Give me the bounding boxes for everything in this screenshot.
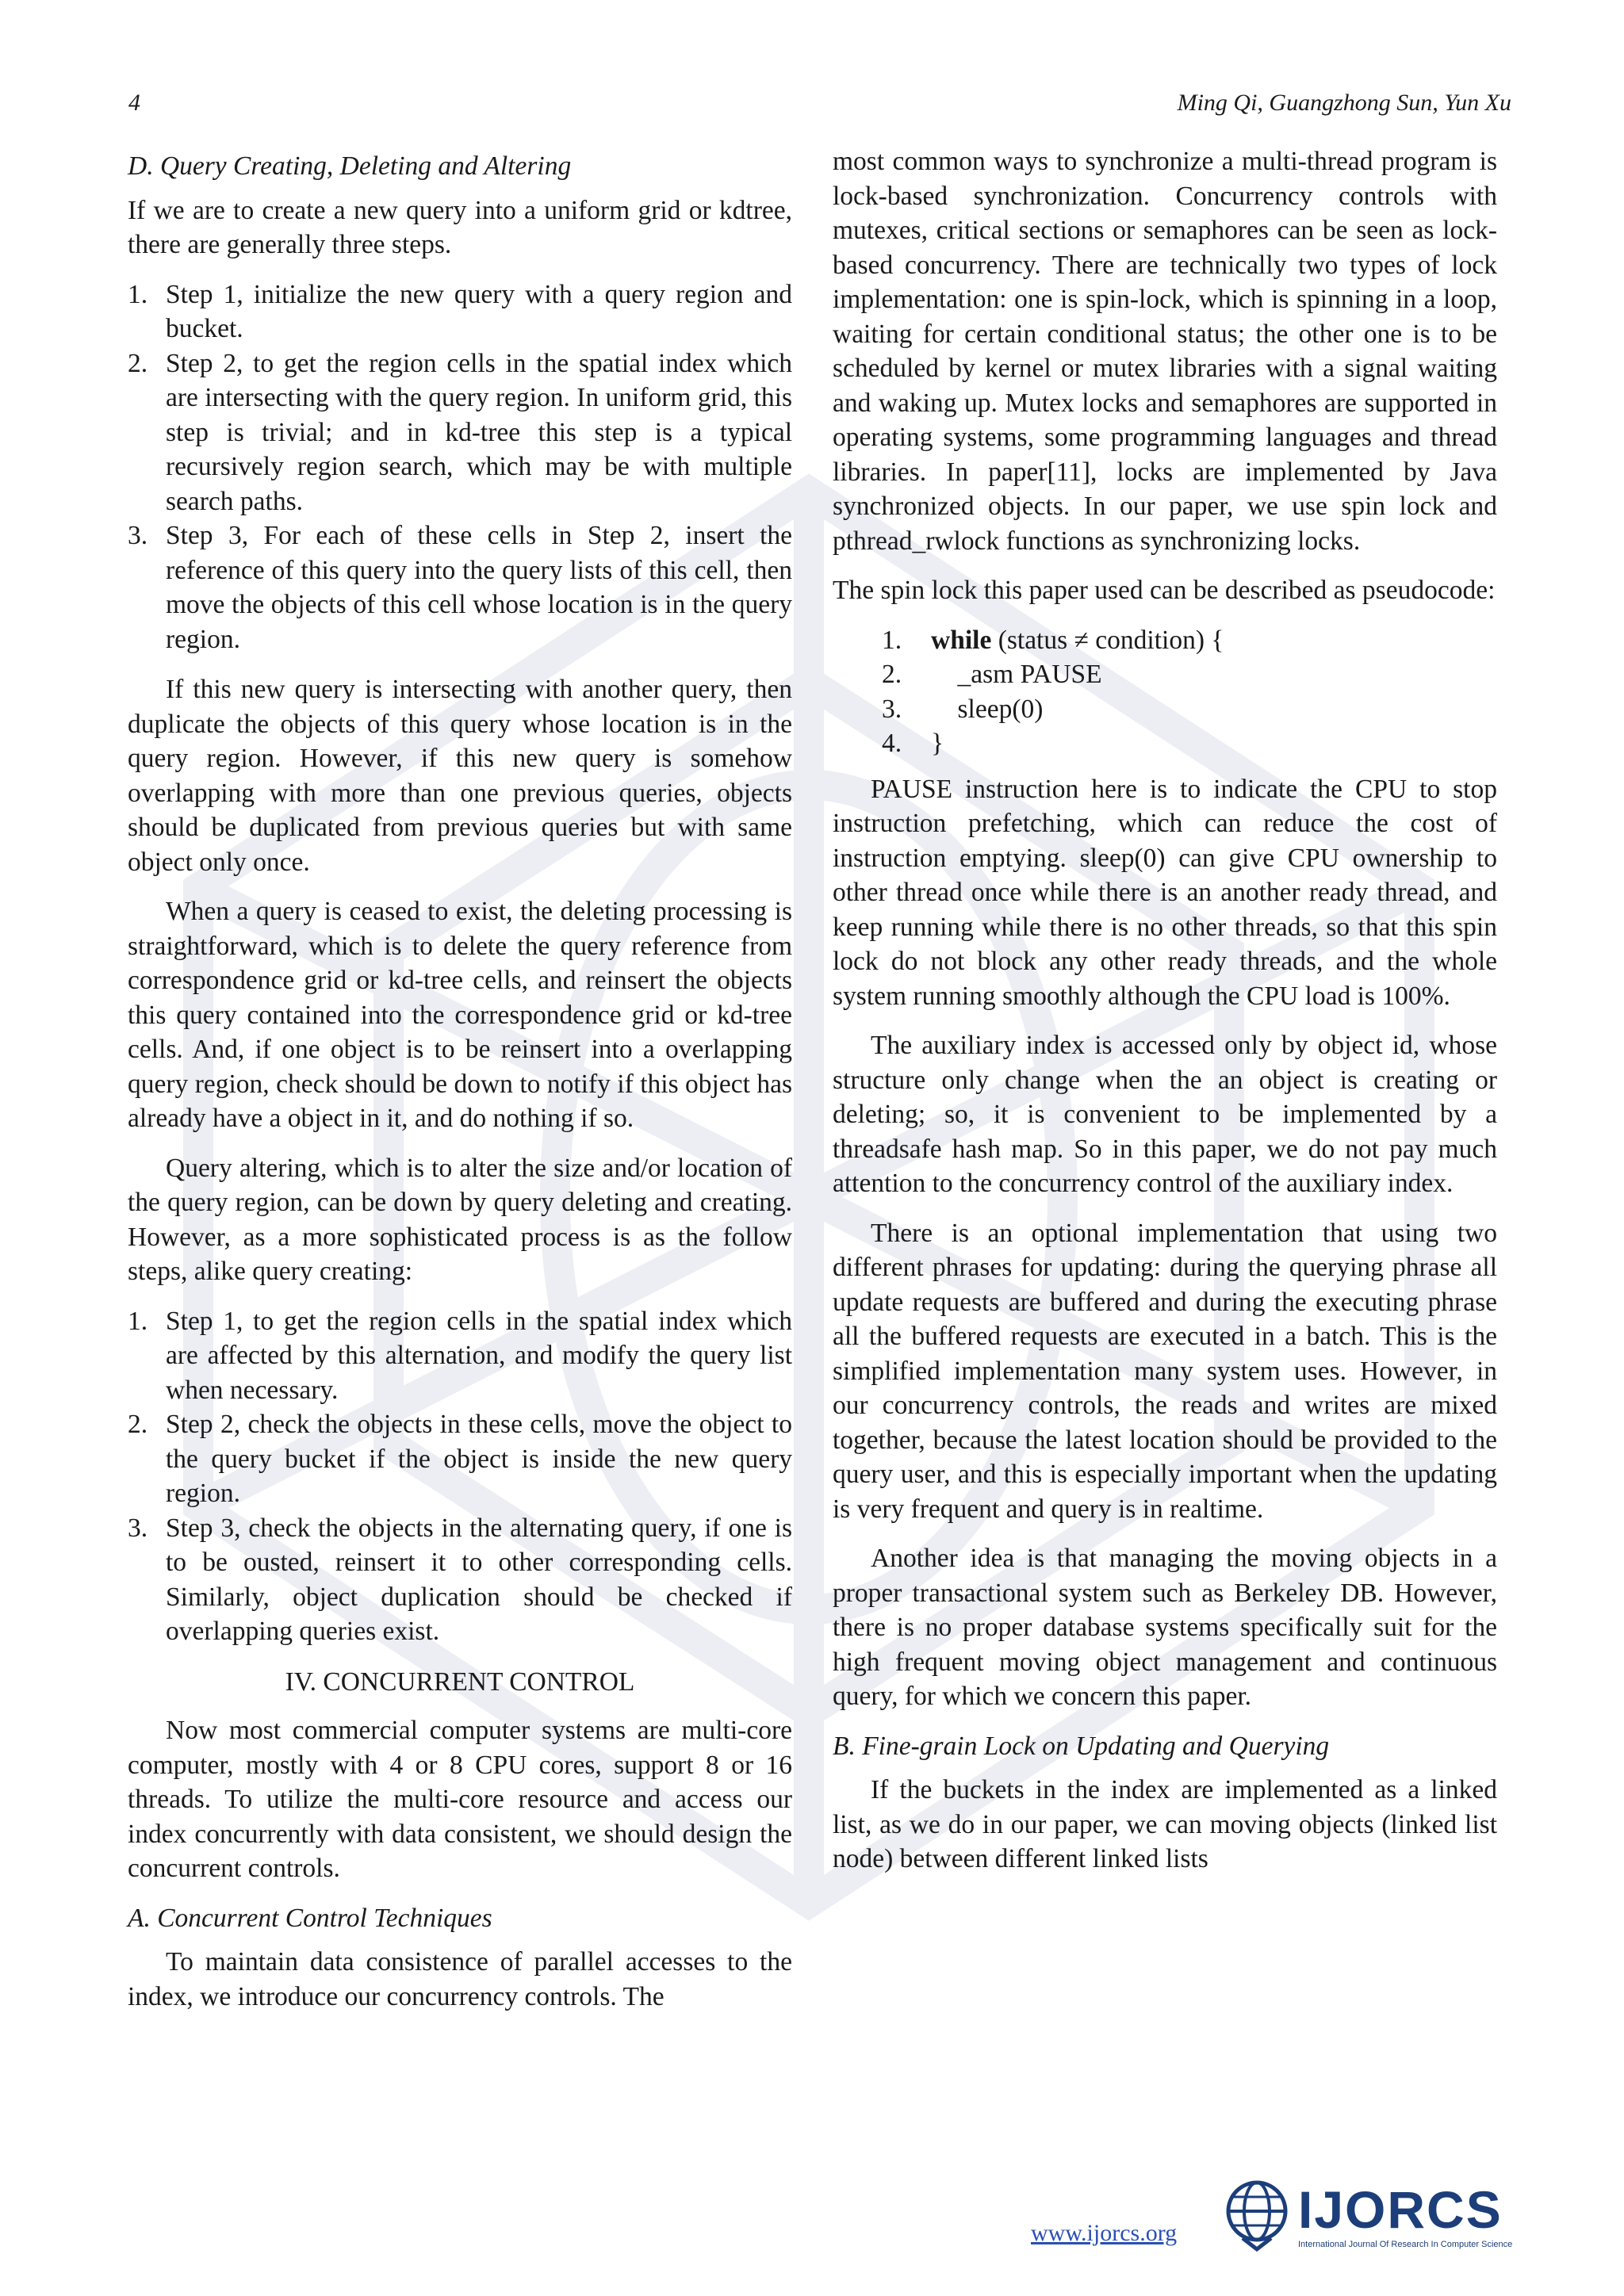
creation-steps-list (128, 277, 792, 657)
page-footer (1031, 2176, 1513, 2256)
subsection-heading-b: B. Fine-grain Lock on Updating and Querying (833, 1731, 1330, 1761)
paragraph-spin-lock: The spin lock this paper used can be described as pseudocode: (833, 576, 1496, 605)
list-item: 2. Step 2, to get the region cells in the spatial index which are intersecting with the query region. In uniform grid, this step is trivial; and in kd-tree this step is a typical recursively region search, which may be with multiple search paths. (128, 348, 792, 516)
paragraph-pause: PAUSE instruction here is to indicate the CPU to stop instruction prefetching, which can reduce the cost of instruction emptying. sleep(0) can give CPU ownership to other thread once while there is an another ready thread, and keep running while there is no other threads, so that this spin lock do not block any other ready threads, and the whole system running smoothly although the CPU load is 100%. (833, 774, 1497, 1011)
journal-url-link[interactable]: www.ijorcs.org (1031, 2220, 1178, 2246)
paragraph-alter: Query altering, which is to alter the size and/or location of the query region, can be down by query deleting and creating. However, as a more sophisticated process is as the follow steps, alike query creating: (128, 1153, 792, 1286)
author-names: Ming Qi, Guangzhong Sun, Yun Xu (1177, 90, 1511, 116)
paragraph-multicore: Now most commercial computer systems are multi-core computer, mostly with 4 or 8 CPU cores, support 8 or 16 threads. To utilize the multi-core resource and access our index concurrently with data consistent, we should design the concurrent controls. (128, 1716, 792, 1883)
globe-icon (1219, 2176, 1295, 2252)
code-line: 2. _asm PAUSE (882, 660, 1102, 689)
paragraph-another-idea: Another idea is that managing the moving objects in a proper transactional system such as Berkeley DB. However, there is no proper database systems specifically suit for the high frequent moving object management and continuous query, for which we concern this paper. (833, 1544, 1497, 1711)
running-header (128, 90, 1511, 121)
list-item: 1. Step 1, initialize the new query with a query region and bucket. (128, 279, 792, 343)
logo-wordmark: IJORCS (1298, 2180, 1503, 2239)
code-line: 3. sleep(0) (882, 694, 1044, 724)
subsection-heading-d: D. Query Creating, Deleting and Altering (128, 151, 572, 181)
list-item: 1. Step 1, to get the region cells in the spatial index which are affected by this alternation, and modify the query list when necessary. (128, 1306, 792, 1405)
list-item: 3. Step 3, For each of these cells in Step 2, insert the reference of this query into the query lists of this cell, then move the objects of this cell whose location is in the query region. (128, 521, 792, 654)
pseudocode-block (833, 623, 1497, 761)
paragraph-intro: If we are to create a new query into a uniform grid or kdtree, there are generally three steps. (128, 195, 792, 259)
paragraph-buckets: If the buckets in the index are implemented as a linked list, as we do in our paper, we can moving objects (linked list node) between different linked lists (833, 1775, 1497, 1873)
code-line: 4. } (882, 729, 944, 758)
left-column (128, 149, 792, 2029)
altering-steps-list (128, 1304, 792, 1649)
section-heading: IV. CONCURRENT CONTROL (285, 1667, 635, 1697)
paragraph-maintain: To maintain data consistence of parallel accesses to the index, we introduce our concurrency controls. The (128, 1947, 792, 2011)
list-item: 3. Step 3, check the objects in the alternating query, if one is to be ousted, reinsert it to other corresponding cells. Similarly, object duplication should be checked if overlapping queries exist. (128, 1513, 792, 1646)
right-column (833, 144, 1497, 1892)
code-line: 1. while (status ≠ condition) { (882, 625, 1224, 655)
list-item: 2. Step 2, check the objects in these cells, move the object to the query bucket if the object is inside the new query region. (128, 1410, 792, 1508)
paragraph-delete: When a query is ceased to exist, the deleting processing is straightforward, which is to delete the query reference from correspondence grid or kd-tree cells, and reinsert the objects this query contained into the correspondence grid or kd-tree cells. And, if one object is to be reinsert into a overlapping query region, check should be down to notify if this object has already have a object in it, and do nothing if so. (128, 897, 792, 1133)
ijorcs-logo (1219, 2176, 1520, 2256)
paragraph-intersect: If this new query is intersecting with another query, then duplicate the objects of this query whose location is in the query region. However, if this new query is somehow overlapping with more than one previous queries, objects should be duplicated from previous queries but with same object only once. (128, 675, 792, 877)
paragraph-continued: most common ways to synchronize a multi-thread program is lock-based synchronization. Concurrency controls with mutexes, critical sections or semaphores can be seen as lock-based concurrency. There are technically two types of lock implementation: one is spin-lock, which is spinning in a loop, waiting for certain conditional status; the other one is to be scheduled by kernel or mutex libraries with a signal waiting and waking up. Mutex locks and semaphores are supported in operating systems, some programming languages and thread libraries. In paper[11], locks are implemented by Java synchronized objects. In our paper, we use spin lock and pthread_rwlock functions as synchronizing locks. (833, 147, 1497, 556)
paragraph-optional: There is an optional implementation that using two different phrases for updating: during the querying phrase all update requests are buffered and during the executing phrase all the buffered requests are executed in a batch. This is the simplified implementation many system uses. However, in our concurrency controls, the reads and writes are mixed together, because the latest location should be provided to the query user, and this is especially important when the updating is very frequent and query is in realtime. (833, 1218, 1497, 1524)
subsection-heading-a: A. Concurrent Control Techniques (128, 1903, 492, 1933)
logo-tagline: International Journal Of Research In Computer Science (1298, 2240, 1513, 2249)
page-number: 4 (128, 90, 140, 116)
paragraph-auxiliary: The auxiliary index is accessed only by object id, whose structure only change when the an object is creating or deleting; so, it is convenient to be implemented by a threadsafe hash map. So in this paper, we do not pay much attention to the concurrency control of the auxiliary index. (833, 1031, 1497, 1198)
